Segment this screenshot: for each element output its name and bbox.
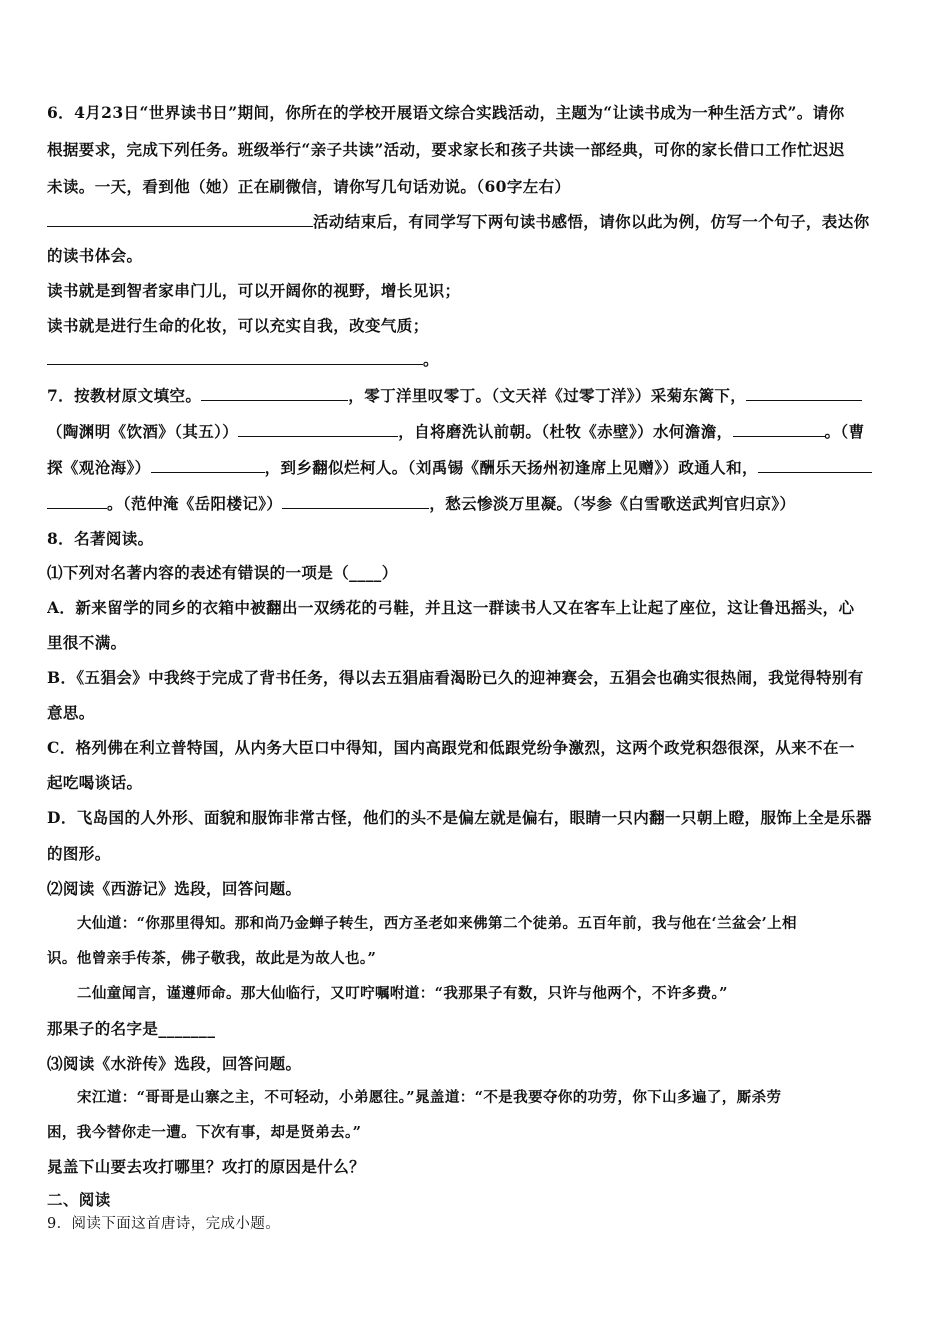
- q6-line-4: [47, 210, 907, 233]
- q6-example-1: 读书就是到智者家串门儿，可以开阔你的视野，增长见识；: [47, 281, 461, 300]
- q6-line-1: 6．4月23日“世界读书日”期间，你所在的学校开展语文综合实践活动，主题为“让读书成为一种生活方式”。请你: [47, 103, 845, 122]
- answer-blank[interactable]: _______: [158, 1019, 216, 1038]
- answer-blank[interactable]: [733, 420, 825, 437]
- answer-blank[interactable]: [47, 492, 107, 509]
- q8-option-c-1: C．格列佛在利立普特国，从内务大臣口中得知，国内高跟党和低跟党纷争激烈，这两个政党积怨很深，从来不在一: [47, 738, 855, 757]
- q8-sub-3: ⑶阅读《水浒传》选段，回答问题。: [47, 1054, 302, 1073]
- answer-blank[interactable]: [282, 492, 429, 509]
- q8-option-b-1: B．《五猖会》中我终于完成了背书任务，得以去五猖庙看渴盼已久的迎神赛会，五猖会也确实很热闹，我觉得特别有: [47, 668, 864, 687]
- answer-blank[interactable]: [238, 420, 398, 437]
- xiyouji-passage-3: 二仙童闻言，谨遵师命。那大仙临行，又叮咛嘱咐道：“我那果子有数，只许与他两个，不许多费。”: [77, 985, 728, 1002]
- shuihu-passage-2: 困，我今替你走一遭。下次有事，却是贤弟去。”: [47, 1124, 362, 1141]
- shuihu-passage-1: 宋江道：“哥哥是山寨之主，不可轻动，小弟愿往。”晁盖道：“不是我要夺你的功劳，你下山多遍了，厮杀劳: [77, 1089, 782, 1106]
- answer-blank[interactable]: [201, 384, 348, 401]
- q7-line-1-text: ，零丁洋里叹零丁。（文天祥《过零丁洋》）采菊东篱下，: [348, 386, 747, 405]
- q7-line-4: [47, 492, 907, 515]
- q7-line-4-text: ，愁云惨淡万里凝。（岑参《白雪歌送武判官归京》）: [429, 494, 796, 513]
- q8-option-d-2: 的图形。: [47, 844, 111, 863]
- q8-option-a-1: A．新来留学的同乡的衣箱中被翻出一双绣花的弓鞋，并且这一群读书人又在客车上让起了座位，这让鲁迅摇头，心: [47, 598, 855, 617]
- q8-sub-1: ⑴下列对名著内容的表述有错误的一项是（____）: [47, 563, 398, 582]
- section-2-title: 二、阅读: [47, 1190, 111, 1209]
- q7-title: 7．按教材原文填空。: [47, 386, 202, 405]
- q6-example-2: 读书就是进行生命的化妆，可以充实自我，改变气质；: [47, 316, 429, 335]
- q6-line-4-text: 活动结束后，有同学写下两句读书感悟，请你以此为例，仿写一个句子，表达你: [313, 212, 870, 231]
- q6-line-8: [47, 348, 907, 371]
- q8-option-c-2: 起吃喝谈话。: [47, 773, 143, 792]
- q7-line-3-text: ，到乡翻似烂柯人。（刘禹锡《酬乐天扬州初逢席上见赠》）政通人和，: [264, 458, 758, 477]
- answer-blank[interactable]: [47, 348, 423, 365]
- xiyouji-passage-2: 识。他曾亲手传茶，佛子敬我，故此是为故人也。”: [47, 950, 377, 967]
- q7-line-4-source: 。（范仲淹《岳阳楼记》）: [107, 494, 283, 513]
- q6-line-8-end: 。: [423, 350, 439, 369]
- answer-blank[interactable]: [47, 210, 313, 227]
- xiyouji-question: [47, 1018, 907, 1040]
- q7-line-2-source: （陶渊明《饮酒》（其五））: [47, 422, 239, 441]
- q9-text: 9．阅读下面这首唐诗，完成小题。: [47, 1216, 281, 1232]
- q8-option-b-2: 意思。: [47, 703, 95, 722]
- q8-option-d-1: D．飞岛国的人外形、面貌和服饰非常古怪，他们的头不是偏左就是偏右，眼睛一只内翻一只朝上瞪，服饰上全是乐器: [47, 808, 872, 827]
- q6-line-5: 的读书体会。: [47, 246, 143, 265]
- q7-line-2: [47, 420, 907, 443]
- q7-line-3-source: 探《观沧海》）: [47, 458, 151, 477]
- answer-blank[interactable]: [758, 456, 872, 473]
- q8-option-a-2: 里很不满。: [47, 633, 127, 652]
- shuihu-question: 晁盖下山要去攻打哪里？攻打的原因是什么？: [47, 1157, 366, 1176]
- q6-line-2: 根据要求，完成下列任务。班级举行“亲子共读”活动，要求家长和孩子共读一部经典，可你的家长借口工作忙迟迟: [47, 140, 845, 159]
- q8-title: 8．名著阅读。: [47, 529, 154, 548]
- q7-line-2-end: 。（曹: [824, 422, 865, 441]
- q7-line-1: [47, 384, 907, 407]
- answer-blank[interactable]: [746, 384, 862, 401]
- answer-blank[interactable]: [151, 456, 265, 473]
- xiyouji-passage-1: 大仙道：“你那里得知。那和尚乃金蝉子转生，西方圣老如来佛第二个徒弟。五百年前，我与他在‘兰盆会’上相: [77, 915, 797, 932]
- xiyouji-question-text: 那果子的名字是: [47, 1019, 159, 1038]
- q8-sub-2: ⑵阅读《西游记》选段，回答问题。: [47, 879, 302, 898]
- q7-line-2-text: ，自将磨洗认前朝。（杜牧《赤壁》）水何澹澹，: [398, 422, 733, 441]
- q7-line-3: [47, 456, 907, 479]
- q6-line-3: 未读。一天，看到他（她）正在刷微信，请你写几句话劝说。（60字左右）: [47, 177, 571, 196]
